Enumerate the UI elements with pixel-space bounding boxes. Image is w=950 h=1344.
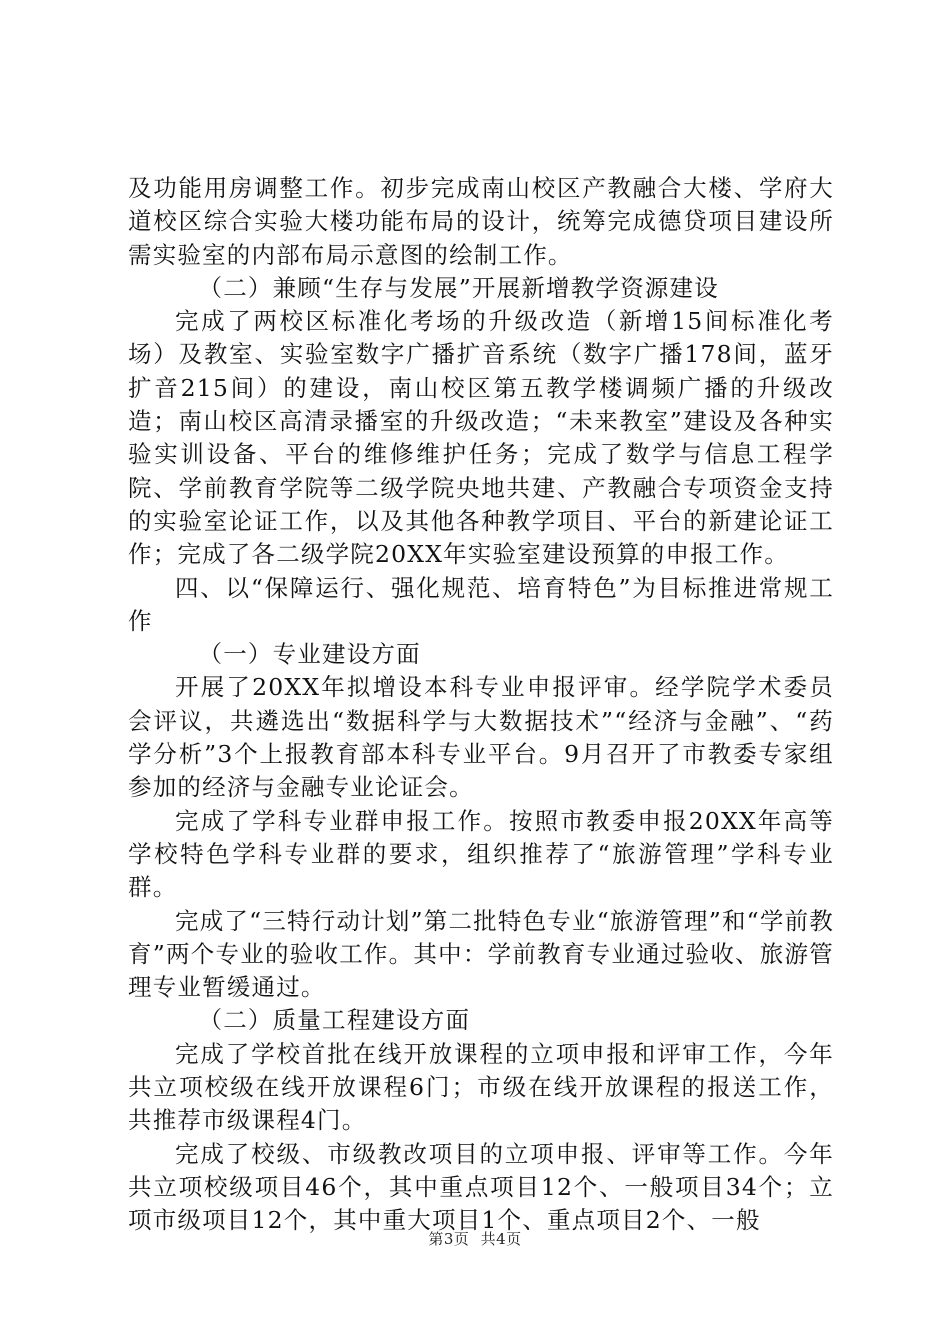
- document-body: [128, 172, 834, 1238]
- section-heading: （二）兼顾“生存与发展”开展新增教学资源建设: [198, 273, 719, 302]
- paragraph: 完成了两校区标准化考场的升级改造（新增15间标准化考场）及教室、实验室数字广播扩音系统（数字广播178间，蓝牙扩音215间）的建设，南山校区第五教学楼调频广播的升级改造；南山校区高清录播室的升级改造；“未来教室”建设及各种实验实训设备、平台的维修维护任务；完成了数学与信息工程学院、学前教育学院等二级学院央地共建、产教融合专项资金支持的实验室论证工作，以及其他各种教学项目、平台的新建论证工作；完成了各二级学院20XX年实验室建设预算的申报工作。: [128, 307, 834, 569]
- section-heading: 四、以“保障运行、强化规范、培育特色”为目标推进常规工作: [128, 573, 834, 635]
- paragraph: 完成了校级、市级教改项目的立项申报、评审等工作。今年共立项校级项目46个，其中重点项目12个、一般项目34个；立项市级项目12个，其中重大项目1个、重点项目2个、一般: [128, 1139, 834, 1235]
- page-total: 共4页: [480, 1230, 522, 1248]
- paragraph: 完成了“三特行动计划”第二批特色专业“旅游管理”和“学前教育”两个专业的验收工作。其中：学前教育专业通过验收、旅游管理专业暂缓通过。: [128, 906, 834, 1002]
- paragraph: 完成了学科专业群申报工作。按照市教委申报20XX年高等学校特色学科专业群的要求，组织推荐了“旅游管理”学科专业群。: [128, 806, 834, 902]
- paragraph: 完成了学校首批在线开放课程的立项申报和评审工作，今年共立项校级在线开放课程6门；市级在线开放课程的报送工作，共推荐市级课程4门。: [128, 1039, 834, 1135]
- section-heading: （二）质量工程建设方面: [198, 1006, 471, 1035]
- page-number: 第3页: [428, 1230, 470, 1248]
- paragraph: 开展了20XX年拟增设本科专业申报评审。经学院学术委员会评议，共遴选出“数据科学与大数据技术”“经济与金融”、“药学分析”3个上报教育部本科专业平台。9月召开了市教委专家组参加的经济与金融专业论证会。: [128, 673, 834, 802]
- section-heading: （一）专业建设方面: [198, 640, 421, 669]
- page-footer: [0, 1228, 950, 1249]
- paragraph: 及功能用房调整工作。初步完成南山校区产教融合大楼、学府大道校区综合实验大楼功能布局的设计，统筹完成德贷项目建设所需实验室的内部布局示意图的绘制工作。: [128, 174, 834, 269]
